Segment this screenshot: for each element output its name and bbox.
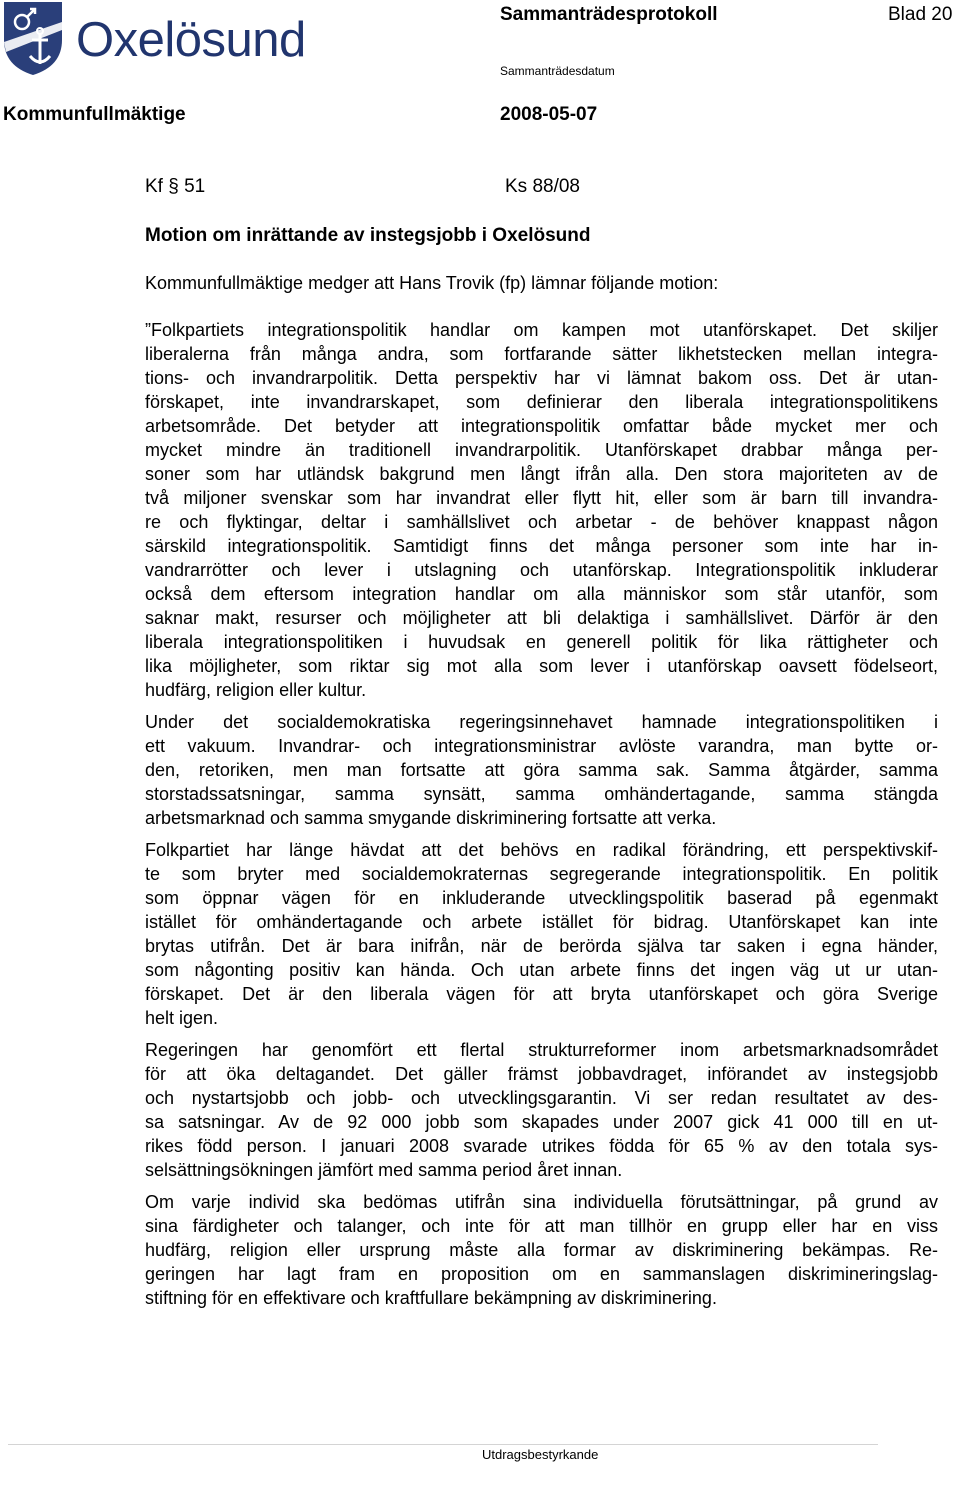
kf-reference: Kf § 51 bbox=[145, 176, 206, 197]
text-line: Folkpartiet har länge hävdat att det behövs en radikal förändring, ett perspektivskif- bbox=[145, 840, 938, 860]
motion-paragraph-4 bbox=[145, 1038, 938, 1182]
oxelosund-coat-of-arms-icon bbox=[0, 0, 70, 76]
text-line: sina färdigheter och talanger, och inte för att man tillhör en grupp eller har en viss bbox=[145, 1216, 938, 1236]
text-line: brytas utifrån. Det är bara inifrån, när de berörda själva tar saken i egna händer, bbox=[145, 936, 938, 956]
text-line: lika möjligheter, som riktar sig mot alla som lever i utanförskap oavsett födelseort, bbox=[145, 656, 938, 676]
motion-paragraph-5 bbox=[145, 1190, 938, 1310]
page-number: Blad 20 bbox=[888, 4, 953, 25]
text-line: arbetsområde. Det betyder att integrationspolitik omfattar både mycket mer och bbox=[145, 416, 938, 436]
meeting-date: 2008-05-07 bbox=[500, 104, 598, 125]
text-line: förskapet, inte invandrarskapet, som definierar den liberala integrationspolitikens bbox=[145, 392, 938, 412]
text-line: Om varje individ ska bedömas utifrån sina individuella förutsättningar, på grund av bbox=[145, 1192, 938, 1212]
text-line: hudfärg, religion eller ursprung måste alla formar av diskriminering bekämpas. Re- bbox=[145, 1240, 938, 1260]
text-line: stiftning för en effektivare och kraftfullare bekämpning av diskriminering. bbox=[145, 1288, 717, 1308]
text-line: för att öka deltagandet. Det gäller främst jobbavdraget, införandet av instegsjobb bbox=[145, 1064, 938, 1084]
text-line: geringen har lagt fram en proposition om en sammanslagen diskrimineringslag- bbox=[145, 1264, 938, 1284]
text-line: Under det socialdemokratiska regeringsinnehavet hamnade integrationspolitiken i bbox=[145, 712, 938, 732]
text-line: selsättningsökningen jämfört med samma period året innan. bbox=[145, 1160, 623, 1180]
motion-paragraph-1 bbox=[145, 318, 938, 702]
text-line: sa satsningar. Av de 92 000 jobb som skapades under 2007 gick 41 000 till en ut- bbox=[145, 1112, 938, 1132]
text-line: arbetsmarknad och samma smygande diskriminering fortsatte att verka. bbox=[145, 808, 717, 828]
text-line: ”Folkpartiets integrationspolitik handlar om kampen mot utanförskapet. Det skiljer bbox=[145, 320, 938, 340]
text-line: rikes född person. I januari 2008 svarade utrikes födda för 65 % av den totala sys- bbox=[145, 1136, 938, 1156]
text-line: Regeringen har genomfört ett flertal strukturreformer inom arbetsmarknadsområdet bbox=[145, 1040, 938, 1060]
intro-sentence: Kommunfullmäktige medger att Hans Trovik (fp) lämnar följande motion: bbox=[145, 273, 719, 293]
municipality-logo bbox=[0, 0, 340, 76]
text-line: två miljoner svenskar som har invandrat eller flytt hit, eller som är barn till invandra- bbox=[145, 488, 938, 508]
text-line: särskild integrationspolitik. Samtidigt finns det många personer som inte har in- bbox=[145, 536, 938, 556]
text-line: storstadssatsningar, samma synsätt, samma omhändertagande, samma stängda bbox=[145, 784, 938, 804]
text-line: helt igen. bbox=[145, 1008, 219, 1028]
text-line: som någonting positiv kan hända. Och utan arbete finns det ingen väg ut ur utan- bbox=[145, 960, 938, 980]
text-line: och nystartsjobb och jobb- och utvecklingsgarantin. Vi ser redan resultatet av des- bbox=[145, 1088, 938, 1108]
text-line: liberala integrationspolitiken i huvudsak en generell politik för lika rättigheter och bbox=[145, 632, 938, 652]
text-line: förskapet. Det är den liberala vägen för att bryta utanförskapet och göra Sverige bbox=[145, 984, 938, 1004]
logo-wordmark: Oxelösund bbox=[76, 13, 306, 67]
text-line: soner som har utländsk bakgrund men långt ifrån alla. Den stora majoriteten av de bbox=[145, 464, 938, 484]
text-line: hudfärg, religion eller kultur. bbox=[145, 680, 367, 700]
text-line: som öppnar vägen för en inkluderande utvecklingspolitik baserad på egenmakt bbox=[145, 888, 938, 908]
text-line: vandrarrötter och lever i utslagning och utanförskap. Integrationspolitik inkluderar bbox=[145, 560, 938, 580]
text-line: också dem eftersom integration handlar om alla människor som står utanför, som bbox=[145, 584, 938, 604]
ks-reference: Ks 88/08 bbox=[505, 176, 580, 197]
footer-divider bbox=[8, 1444, 878, 1445]
motion-paragraph-3 bbox=[145, 838, 938, 1030]
text-line: den, retoriken, men man fortsatte att göra samma sak. Samma åtgärder, samma bbox=[145, 760, 938, 780]
text-line: ett vakuum. Invandrar- och integrationsministrar avlöste varandra, man bytte or- bbox=[145, 736, 938, 756]
text-line: liberalerna från många andra, som fortfarande sätter likhetstecken mellan integra- bbox=[145, 344, 938, 364]
text-line: tions- och invandrarpolitik. Detta perspektiv har vi lämnat bakom oss. Det är utan- bbox=[145, 368, 938, 388]
text-line: saknar makt, resurser och möjligheter att bli delaktiga i samhällslivet. Därför är den bbox=[145, 608, 938, 628]
case-title: Motion om inrättande av instegsjobb i Oxelösund bbox=[145, 225, 591, 246]
meeting-date-label: Sammanträdesdatum bbox=[500, 64, 615, 78]
motion-paragraph-2 bbox=[145, 710, 938, 830]
assembly-name: Kommunfullmäktige bbox=[3, 104, 186, 125]
text-line: te som bryter med socialdemokraternas segregerande integrationspolitik. En politik bbox=[145, 864, 938, 884]
footer-certification-label: Utdragsbestyrkande bbox=[482, 1447, 599, 1462]
text-line: istället för omhändertagande och arbete istället för bidrag. Utanförskapet kan inte bbox=[145, 912, 938, 932]
text-line: mycket mindre än traditionell invandrarpolitik. Utanförskapet drabbar många per- bbox=[145, 440, 938, 460]
document-title: Sammanträdesprotokoll bbox=[500, 4, 718, 25]
text-line: re och flyktingar, deltar i samhällslivet och arbetar - de behöver knappast någon bbox=[145, 512, 938, 532]
